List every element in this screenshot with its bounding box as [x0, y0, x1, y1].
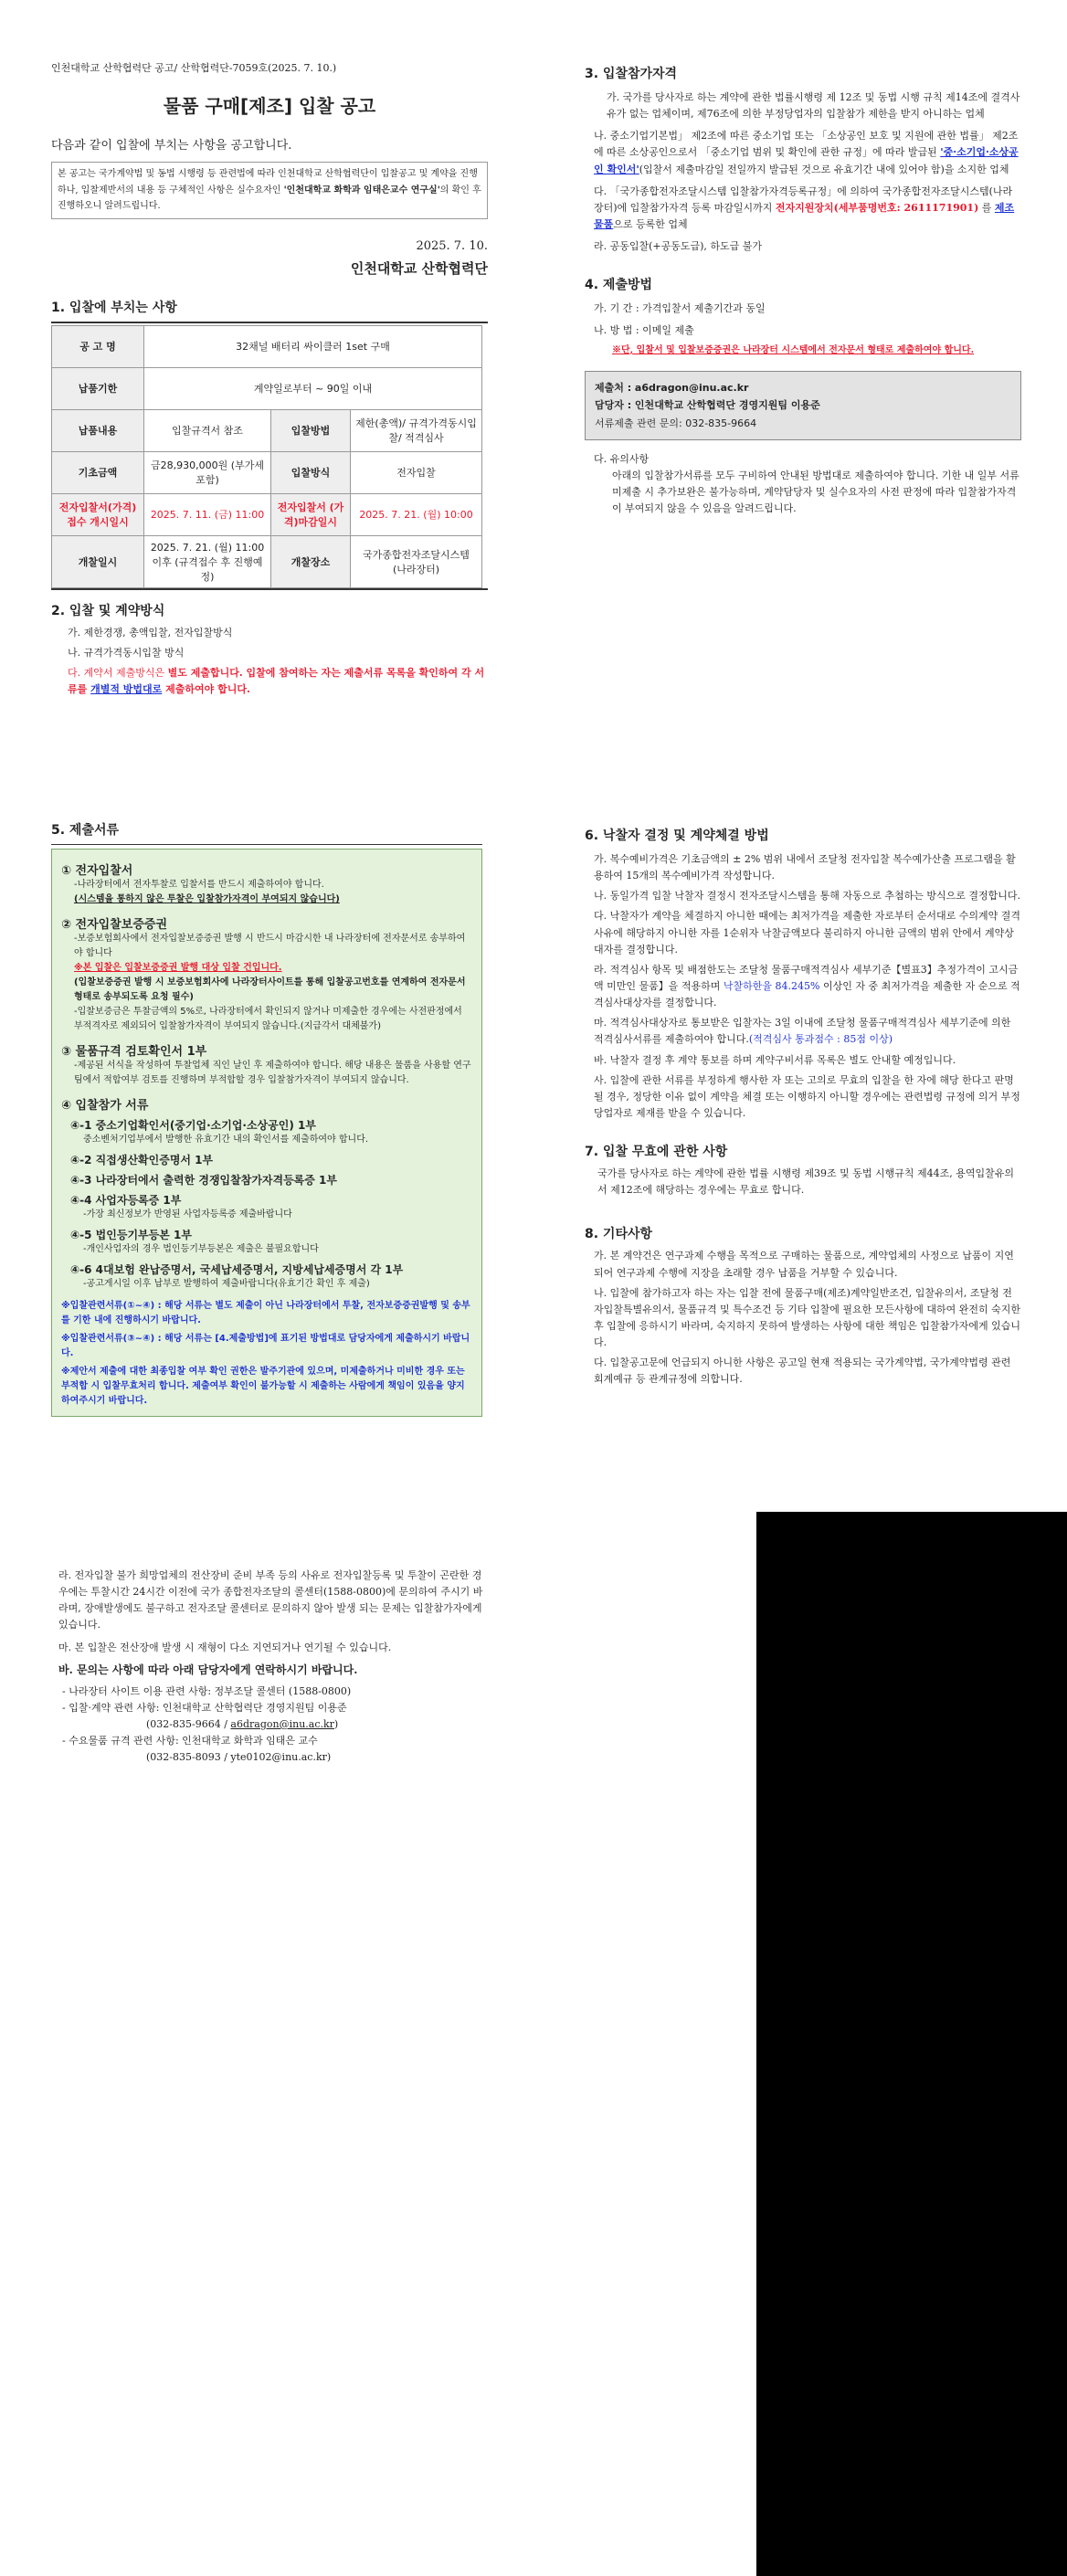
page-3-left: [55, 1568, 490, 1766]
page-2-left: [51, 820, 482, 1417]
announce-date: 2025. 7. 10.: [416, 238, 488, 253]
section-1-rule: [51, 322, 488, 323]
section-5-rule: [51, 844, 482, 845]
submission-phone: 서류제출 관련 문의: 032-835-9664: [595, 417, 757, 429]
section-4-heading: 4. 제출방법: [585, 278, 653, 293]
table-row: 납품내용 입찰규격서 참조 입찰방법 제한(총액)/ 규격가격동시입찰/ 적격심사: [52, 409, 482, 451]
section-8-item-c: 다. 입찰공고문에 언급되지 아니한 사항은 공고일 현재 적용되는 국가계약법, 국가계약법령 관련 회계예규 등 관계규정에 의합니다.: [594, 1357, 1011, 1386]
section-6-item-d: 라. 적격심사 항목 및 배점한도는 조달청 물품구매적격심사 세부기준【별표3】추정가격이 고시금액 미만인 물품】을 적용하며 낙찰하한율 84.245% 이상인 자 중 최저가격을 제출한 자 순으로 적격심사대상자를 결정합니다.: [594, 963, 1020, 1009]
section-7-heading: 7. 입찰 무효에 관한 사항: [585, 1145, 728, 1160]
intro-text: 다음과 같이 입찰에 부치는 사항을 공고합니다.: [51, 139, 292, 153]
section-4-item-a: 가. 기 간 : 가격입찰서 제출기간과 동일: [594, 302, 766, 315]
section-6-item-c: 다. 낙찰자가 계약을 체결하지 아니한 때에는 최저가격을 제출한 자로부터 순서대로 수의계약 결격사유에 해당하지 아니한 자를 1순위자 낙찰금액보다 불리하지 아니한 금액의 범위 안에서 계약상대자를 결정합니다.: [594, 910, 1020, 955]
section-2-item-b: 나. 규격가격동시입찰 방식: [68, 646, 185, 659]
section-6-item-b: 나. 동일가격 입찰 낙찰자 결정시 전자조달시스템을 통해 자동으로 추첨하는 방식으로 결정합니다.: [594, 890, 1020, 903]
section-3-item-b: 나. 중소기업기본법」 제2조에 따른 중소기업 또는 「소상공인 보호 및 지원에 관한 법률」 제2조에 따른 소상공인으로서 「중소기업 범위 및 확인에 관한 규정」에 따라 발급된 '중·소기업·소상공인 확인서'(입찰서 제출마감일 전일까지 발급된 것으로 유효기간 내에 있어야 함)을 소지한 업체: [594, 130, 1019, 175]
section-6-item-a: 가. 복수예비가격은 기초금액의 ± 2% 범위 내에서 조달청 전자입찰 복수예가산출 프로그램을 활용하여 15개의 복수예비가격 작성합니다.: [594, 853, 1016, 882]
section-3-item-a: 가. 국가를 당사자로 하는 계약에 관한 법률시행령 제 12조 및 동법 시행 규칙 제14조에 결격사유가 없는 업체이며, 제76조에 의한 부정당업자의 입찰참가 제한을 받지 아니하는 업체: [607, 91, 1020, 121]
section-4-item-c-body: 아래의 입찰참가서류를 모두 구비하여 안내된 방법대로 제출하여야 합니다. 기한 내 일부 서류 미제출 시 추가보완은 불가능하며, 계약담당자 및 실수요자의 사전 판정에 따라 입찰참가자격이 부여되지 않을 수 있음을 알려드립니다.: [612, 469, 1019, 515]
section-3-item-d: 라. 공동입찰(+공동도급), 하도급 불가: [594, 240, 763, 253]
tail-contact-1: - 나라장터 사이트 이용 관련 사항: 정부조달 콜센터 (1588-0800): [62, 1684, 352, 1697]
submission-contact: 담당자 : 인천대학교 산학협력단 경영지원팀 이용준: [595, 399, 820, 412]
section-2-item-c: 다. 계약서 제출방식은 별도 제출합니다. 입찰에 참여하는 자는 제출서류 목록을 확인하여 각 서류를 개별적 방법대로 제출하여야 합니다.: [68, 667, 485, 696]
section-2-heading: 2. 입찰 및 계약방식: [51, 603, 165, 618]
table-row: 납품기한 계약일로부터 ~ 90일 이내: [52, 367, 482, 409]
section-8-item-b: 나. 입찰에 참가하고자 하는 자는 입찰 전에 물품구매(제조)계약일반조건, 입찰유의서, 조달청 전자입찰특별유의서, 물품규격 및 특수조건 등 기타 입찰에 필요한 모든사항에 대하여 완전히 숙지한 후 입찰에 응하시기 바라며, 숙지하지 못하여 발생하는 사항에 대한 책임은 입찰참가자에게 있습니다.: [594, 1286, 1020, 1349]
section-2-item-a: 가. 제한경쟁, 총액입찰, 전자입찰방식: [68, 626, 233, 639]
section-6-item-e: 마. 적격심사대상자로 통보받은 입찰자는 3일 이내에 조달청 물품구매적격심사 세부기준에 의한 적격심사서류를 제출하여야 합니다.(적격심사 통과점수 : 85점 이상): [594, 1017, 1011, 1046]
section-6-item-g: 사. 입찰에 관한 서류를 부정하게 행사한 자 또는 고의로 무효의 입찰을 한 자에 해당 한다고 판명 될 경우, 정당한 이유 없이 계약을 체결 또는 이행하지 아니할 경우에는 관련법령 규정에 의거 부정당업자로 제재를 받을 수 있습니다.: [594, 1073, 1020, 1119]
announce-org: 인천대학교 산학협력단: [350, 259, 488, 277]
tail-contact-3b: (032-835-8093 / yte0102@inu.ac.kr): [146, 1751, 332, 1764]
bid-info-table: [51, 325, 482, 588]
submission-email: 제출처 : a6dragon@inu.ac.kr: [595, 382, 749, 395]
page-2-right: [585, 826, 1021, 1388]
section-5-heading: 5. 제출서류: [51, 823, 120, 838]
table-row: 공 고 명 32채널 배터리 싸이클러 1set 구매: [52, 325, 482, 367]
section-7-body: 국가를 당사자로 하는 계약에 관한 법률 시행령 제39조 및 동법 시행규칙 제44조, 용역입찰유의서 제12조에 해당하는 경우에는 무효로 합니다.: [597, 1167, 1014, 1197]
section-8-heading: 8. 기타사항: [585, 1227, 653, 1242]
black-panel: [756, 1512, 1067, 2576]
notice-number: 인천대학교 산학협력단 공고/ 산학협력단-7059호(2025. 7. 10.): [51, 62, 337, 74]
tail-item-ba: 바. 문의는 사항에 따라 아래 담당자에게 연락하시기 바랍니다.: [58, 1663, 358, 1676]
intro-note: 본 공고는 국가계약법 및 동법 시행령 등 관련법에 따라 인천대학교 산학협력단이 입찰공고 및 계약을 진행하나, 입찰제반서의 내용 등 구체적인 사항은 실수요자인 '인천대학교 화학과 임태은교수 연구실'의 확인 후 진행하오니 알려드립니다.: [51, 162, 488, 219]
table-row: 개찰일시 2025. 7. 21. (월) 11:00 이후 (규격접수 후 진행예정) 개찰장소 국가종합전자조달시스템 (나라장터): [52, 535, 482, 587]
section-4-item-c: 다. 유의사항: [594, 452, 650, 465]
table-bottom-rule: [51, 588, 488, 590]
page-title: 물품 구매[제조] 입찰 공고: [163, 95, 376, 118]
tail-item-ra: 라. 전자입찰 불가 희망업체의 전산장비 준비 부족 등의 사유로 전자입찰등록 및 투찰이 곤란한 경우에는 투찰시간 24시간 이전에 국가 종합전자조달의 콜센터(1588-0800)에 문의하여 주시기 바라며, 장애발생에도 불구하고 전자조달 콜센터로 문의하지 않아 발생 되는 문제는 입찰참가자에게 있습니다.: [58, 1569, 483, 1631]
page-1: [51, 60, 488, 698]
section-1-heading: 1. 입찰에 부치는 사항: [51, 300, 177, 315]
section-3-item-c: 다. 「국가종합전자조달시스템 입찰참가자격등록규정」에 의하여 국가종합전자조달시스템(나라장터)에 입찰참가자격 등록 마감일시까지 전자지원장치(세부품명번호: 2611171901) 를 제조물품으로 등록한 업체: [594, 185, 1015, 230]
submission-box: [585, 371, 1021, 440]
tail-item-ma: 마. 본 입찰은 전산장애 발생 시 재형이 다소 지연되거나 연기될 수 있습니다.: [58, 1641, 392, 1653]
table-row: 기초금액 금28,930,000원 (부가세 포함) 입찰방식 전자입찰: [52, 451, 482, 493]
tail-contact-3: - 수요물품 규격 관련 사항: 인천대학교 화학과 임태은 교수: [62, 1734, 318, 1747]
table-row: 전자입찰서(가격) 접수 개시일시 2025. 7. 11. (금) 11:00 전자입찰서 (가격)마감일시 2025. 7. 21. (월) 10:00: [52, 493, 482, 535]
tail-contact-2: - 입찰·계약 관련 사항: 인천대학교 산학협력단 경영지원팀 이용준: [62, 1701, 347, 1714]
section-3-heading: 3. 입찰참가자격: [585, 67, 678, 81]
section-4-warning: ※단, 입찰서 및 입찰보증증권은 나라장터 시스템에서 전자문서 형태로 제출하여야 합니다.: [612, 344, 975, 355]
section-4-item-b: 나. 방 법 : 이메일 제출: [594, 324, 694, 337]
tail-contact-2b: (032-835-9664 / a6dragon@inu.ac.kr): [146, 1717, 339, 1730]
contact-email-link[interactable]: a6dragon@inu.ac.kr: [230, 1717, 334, 1730]
section-6-heading: 6. 낙찰자 결정 및 계약체결 방법: [585, 829, 769, 843]
section-6-item-f: 바. 낙찰자 결정 후 계약 통보를 하며 계약구비서류 목록은 별도 안내할 예정입니다.: [594, 1053, 956, 1066]
documents-box: ① 전자입찰서 -나라장터에서 전자투찰로 입찰서를 반드시 제출하여야 합니다. (시스템을 통하지 않은 투찰은 입찰참가자격이 부여되지 않습니다) ② 전자입찰보증증권 -보증보험회사에서 전자입찰보증증권 발행 시 반드시 마감시한 내 나라장터에 전자문서로 송부하여야 합니다 ※본 입찰은 입찰보증증권 발행 대상 입찰 건입니다. (입찰보증증권 발행 시 보증보험회사에 나라장터사이트를 통해 입찰공고번호를 연계하여 전자문서 형태로 송부되도록 요청 필수) -입찰보증금은 투찰금액의 5%로, 나라장터에서 확인되지 않거나 미제출한 경우에는 사전판정에서 부적격자로 제외되어 입찰참가자격이 부여되지 않습니다.(지급각서 대체불가) ③ 물품규격 검토확인서 1부 -제공된 서식을 작성하여 투찰업체 직인 날인 후 제출하여야 합니다. 해당 내용은 물품을 사용할 연구팀에서 적합여부 검토를 진행하며 부적합할 경우 입찰참가자격이 부여되지 않습니다. ④ 입찰참가 서류 ④-1 중소기업확인서(중기업·소기업·소상공인) 1부 중소벤처기업부에서 발행한 유효기간 내의 확인서를 제출하여야 합니다. ④-2 직접생산확인증명서 1부 ④-3 나라장터에서 출력한 경쟁입찰참가자격등록증 1부 ④-4 사업자등록증 1부 -가장 최신정보가 반영된 사업자등록증 제출바랍니다 ④-5 법인등기부등본 1부 -개인사업자의 경우 법인등기부등본은 제출은 불필요합니다 ④-6 4대보험 완납증명서, 국세납세증명서, 지방세납세증명서 각 1부 -공고게시일 이후 납부로 발행하여 제출바랍니다(유효기간 확인 후 제출) ※입찰관련서류(①~④) : 해당 서류는 별도 제출이 아닌 나라장터에서 투찰, 전자보증증권발행 및 송부를 기한 내에 진행하시기 바랍니다. ※입찰관련서류(③~④) : 해당 서류는 [4.제출방법]에 표기된 방법대로 담당자에게 제출하시기 바랍니다. ※제안서 제출에 대한 최종입찰 여부 확인 권한은 발주기관에 있으며, 미제출하거나 미비한 경우 또는 부적합 시 입찰무효처리 합니다. 제출여부 확인이 불가능할 시 제출하는 사람에게 책임이 있음을 양지하여주시기 바랍니다.: [51, 849, 482, 1417]
page-1-right: [585, 64, 1021, 517]
section-8-item-a: 가. 본 계약건은 연구과제 수행을 목적으로 구매하는 물품으로, 계약업체의 사정으로 납품이 지연되어 연구과제 수행에 지장을 초래할 경우 납품을 거부할 수 있습니다.: [594, 1250, 1014, 1279]
